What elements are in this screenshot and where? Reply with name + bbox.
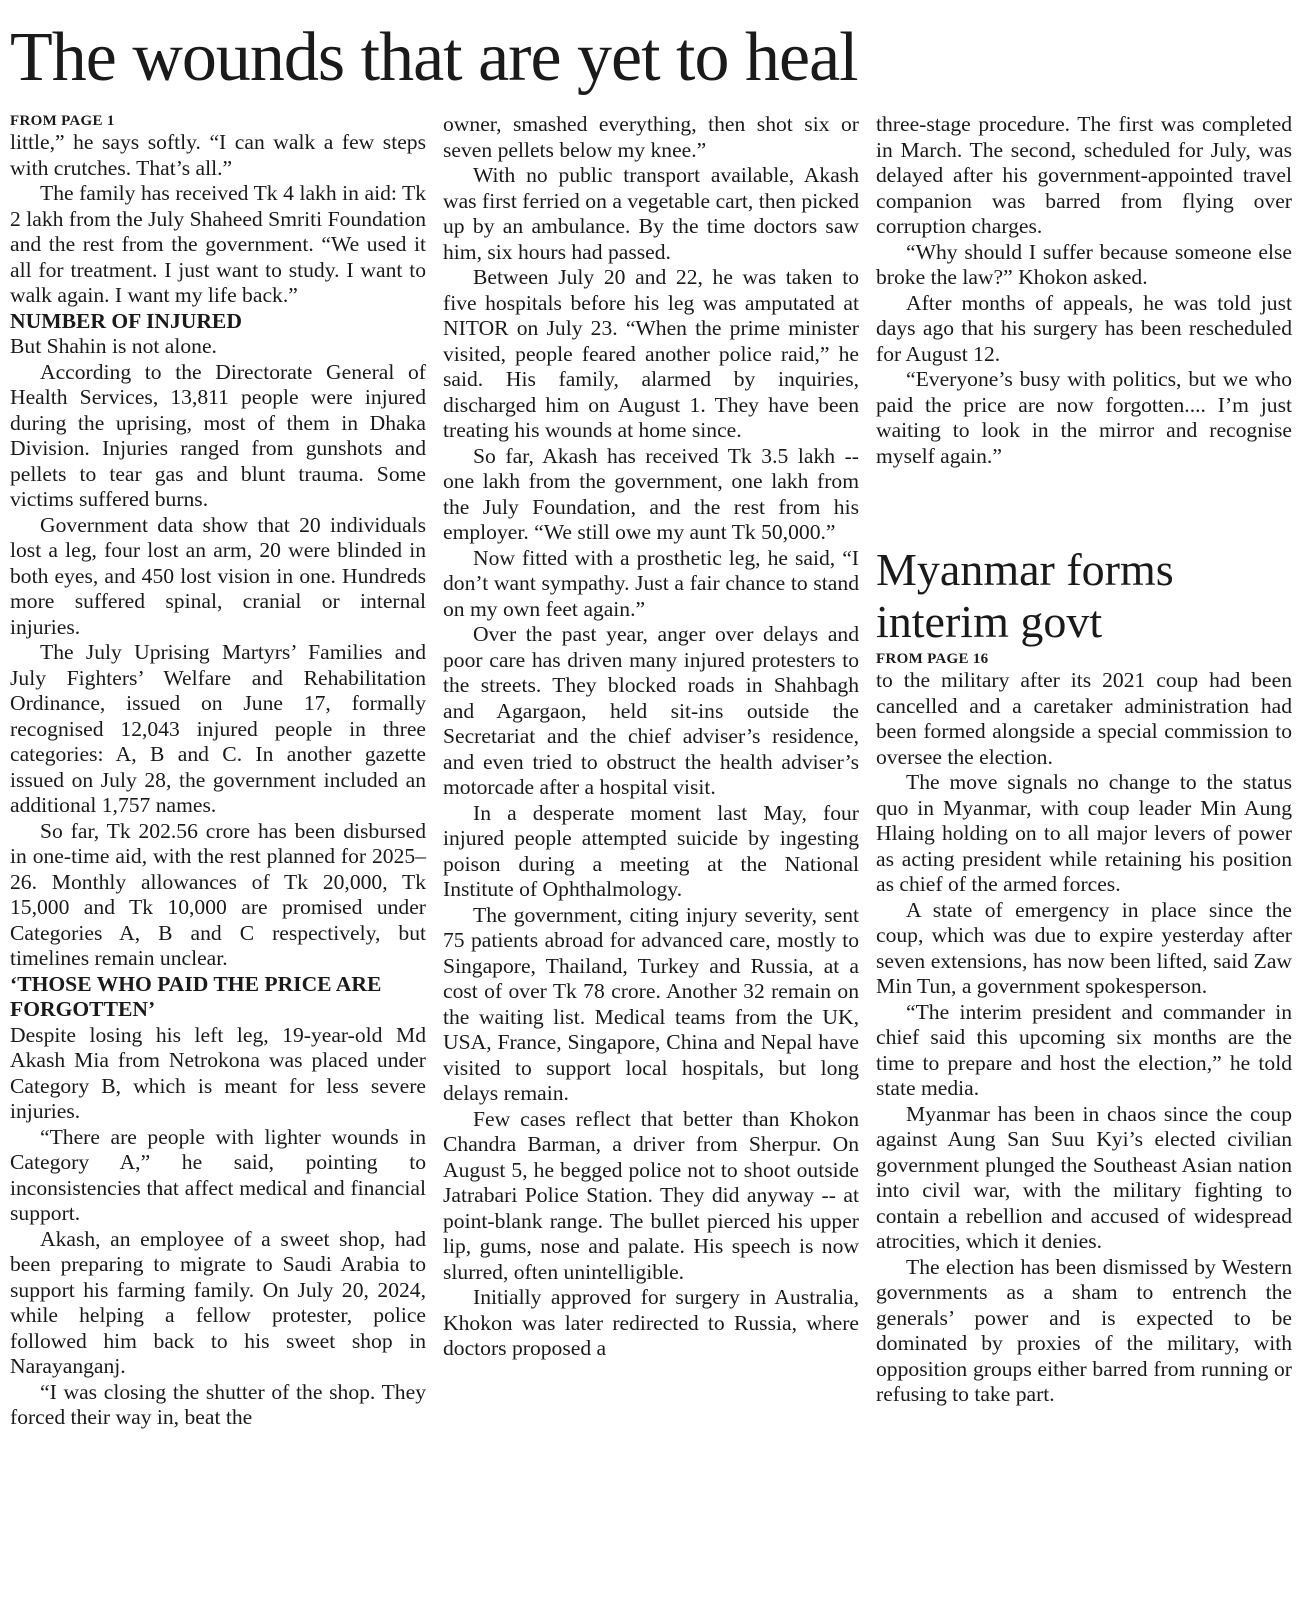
article-paragraph: to the military after its 2021 coup had been cancelled and a caretaker administration had been formed alongside a special commission to oversee the election. xyxy=(876,668,1292,769)
article-paragraph: A state of emergency in place since the coup, which was due to expire yesterday after seven extensions, has now been lifted, said Zaw Min Tun, a government spokesperson. xyxy=(876,897,1292,998)
column-1 xyxy=(10,112,426,1431)
article-paragraph: “The interim president and commander in chief said this upcoming six months are the time to prepare and host the election,” he told state media. xyxy=(876,999,1292,1100)
jump-kicker: FROM PAGE 16 xyxy=(876,651,989,667)
article-paragraph: “I was closing the shutter of the shop. They forced their way in, beat the xyxy=(10,1379,426,1429)
article-paragraph: Few cases reflect that better than Khokon Chandra Barman, a driver from Sherpur. On August 5, he begged police not to shoot outside Jatrabari Police Station. They did anyway -- at point-blank range. The bullet pierced his upper lip, gums, nose and palate. His speech is now slurred, often unintelligible. xyxy=(443,1106,859,1284)
article-paragraph: With no public transport available, Akash was first ferried on a vegetable cart, then picked up by an ambulance. By the time doctors saw him, six hours had passed. xyxy=(443,163,859,264)
column-2 xyxy=(443,112,859,1362)
article-paragraph: little,” he says softly. “I can walk a few steps with crutches. That’s all.” xyxy=(10,130,426,180)
jump-kicker: FROM PAGE 1 xyxy=(10,113,115,129)
article-paragraph: Over the past year, anger over delays and poor care has driven many injured protesters to the streets. They blocked roads in Shahbagh and Agargaon, held sit-ins outside the Secretariat and the chief adviser’s residence, and even tried to obstruct the health adviser’s motorcade after a hospital visit. xyxy=(443,622,859,799)
article-paragraph: In a desperate moment last May, four injured people attempted suicide by ingesting poison during a meeting at the National Institute of Ophthalmology. xyxy=(443,800,859,901)
article-paragraph: The move signals no change to the status quo in Myanmar, with coup leader Min Aung Hlaing holding on to all major levers of power as acting president while retaining his position as chief of the armed forces. xyxy=(876,770,1292,896)
article-paragraph: The July Uprising Martyrs’ Families and July Fighters’ Welfare and Rehabilitation Ordinance, issued on June 17, formally recognised 12,043 injured people in three categories: A, B and C. In another gazette issued on July 28, the government included an additional 1,757 names. xyxy=(10,640,426,817)
article-paragraph: Now fitted with a prosthetic leg, he said, “I don’t want sympathy. Just a fair chance to stand on my own feet again.” xyxy=(443,545,859,621)
article-paragraph: According to the Directorate General of Health Services, 13,811 people were injured during the uprising, most of them in Dhaka Division. Injuries ranged from gunshots and pellets to tear gas and blunt trauma. Some victims suffered burns. xyxy=(10,359,426,511)
article-paragraph: owner, smashed everything, then shot six or seven pellets below my knee.” xyxy=(443,112,859,162)
article-paragraph: The election has been dismissed by Western governments as a sham to entrench the generals’ power and is expected to be dominated by proxies of the military, with opposition groups either barred from running or refusing to take part. xyxy=(876,1254,1292,1406)
column-3 xyxy=(876,112,1292,1408)
article-paragraph: “Everyone’s busy with politics, but we who paid the price are now forgotten.... I’m just waiting to look in the mirror and recognise myself again.” xyxy=(876,367,1292,468)
article-paragraph: Akash, an employee of a sweet shop, had been preparing to migrate to Saudi Arabia to support his farming family. On July 20, 2024, while helping a fellow protester, police followed him back to his sweet shop in Narayanganj. xyxy=(10,1226,426,1378)
article-paragraph: The family has received Tk 4 lakh in aid: Tk 2 lakh from the July Shaheed Smriti Foundation and the rest from the government. “We used it all for treatment. I just want to study. I want to walk again. I want my life back.” xyxy=(10,181,426,307)
article-paragraph: Between July 20 and 22, he was taken to five hospitals before his leg was amputated at NITOR on July 23. “When the prime minister visited, people feared another police raid,” he said. His family, alarmed by inquiries, discharged him on August 1. They have been treating his wounds at home since. xyxy=(443,265,859,442)
article-paragraph: three-stage procedure. The first was completed in March. The second, scheduled for July, was delayed after his government-appointed travel companion was barred from flying over corruption charges. xyxy=(876,112,1292,238)
article-paragraph: Initially approved for surgery in Australia, Khokon was later redirected to Russia, where doctors proposed a xyxy=(443,1285,859,1360)
subhead-number-of-injured: NUMBER OF INJURED xyxy=(10,308,242,333)
main-headline: The wounds that are yet to heal xyxy=(10,19,858,96)
article-paragraph: Myanmar has been in chaos since the coup against Aung San Suu Kyi’s elected civilian government plunged the Southeast Asian nation into civil war, with the military fighting to contain a rebellion and accused of widespread atrocities, which it denies. xyxy=(876,1101,1292,1253)
myanmar-headline: Myanmar forms interim govt xyxy=(876,544,1174,647)
article-paragraph: “There are people with lighter wounds in Category A,” he said, pointing to inconsistencies that affect medical and financial support. xyxy=(10,1124,426,1225)
article-paragraph: The government, citing injury severity, sent 75 patients abroad for advanced care, mostly to Singapore, Thailand, Turkey and Russia, at a cost of over Tk 78 crore. Another 32 remain on the waiting list. Medical teams from the UK, USA, France, Singapore, China and Nepal have visited to support local hospitals, but long delays remain. xyxy=(443,902,859,1105)
article-paragraph: Despite losing his left leg, 19-year-old Md Akash Mia from Netrokona was placed under Category B, which is meant for less severe injuries. xyxy=(10,1022,426,1123)
article-paragraph: But Shahin is not alone. xyxy=(10,334,217,358)
article-paragraph: After months of appeals, he was told just days ago that his surgery has been rescheduled for August 12. xyxy=(876,290,1292,366)
article-paragraph: “Why should I suffer because someone else broke the law?” Khokon asked. xyxy=(876,239,1292,289)
article-paragraph: Government data show that 20 individuals lost a leg, four lost an arm, 20 were blinded in both eyes, and 450 lost vision in one. Hundreds more suffered spinal, cranial or internal injuries. xyxy=(10,512,426,639)
article-paragraph: So far, Tk 202.56 crore has been disbursed in one-time aid, with the rest planned for 2025–26. Monthly allowances of Tk 20,000, Tk 15,000 and Tk 10,000 are promised under Categories A, B and C respectively, but timelines remain unclear. xyxy=(10,818,426,970)
article-paragraph: So far, Akash has received Tk 3.5 lakh -- one lakh from the government, one lakh from the July Foundation, and the rest from his employer. “We still owe my aunt Tk 50,000.” xyxy=(443,443,859,544)
subhead-price-forgotten: ‘THOSE WHO PAID THE PRICE ARE FORGOTTEN’ xyxy=(10,971,382,1021)
